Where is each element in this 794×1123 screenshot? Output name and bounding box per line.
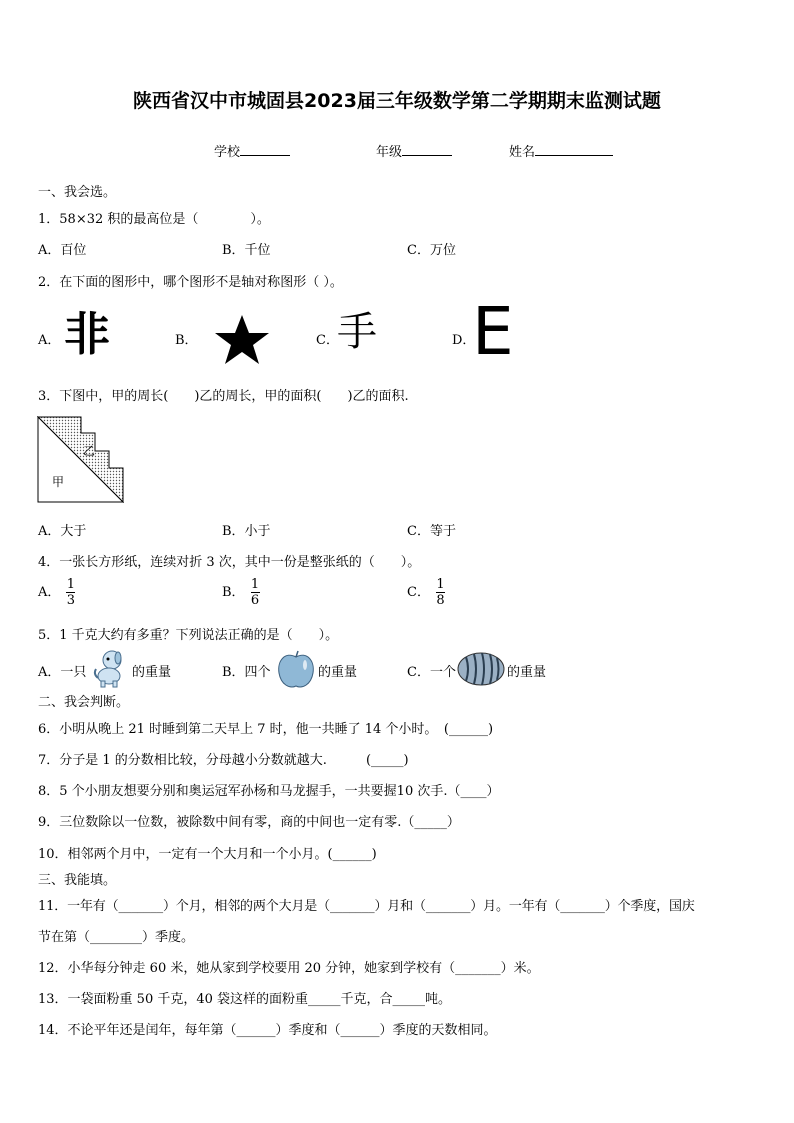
- q5-option-c-suffix: 的重量: [507, 665, 547, 680]
- fraction-one-third: [66, 577, 75, 608]
- q1-option-b[interactable]: B．千位: [222, 243, 271, 258]
- watermelon-icon: [456, 651, 506, 687]
- q3-option-c[interactable]: C．等于: [407, 524, 456, 539]
- q3-option-b[interactable]: B．小于: [222, 524, 271, 539]
- q4-option-c[interactable]: [407, 577, 445, 608]
- numerator: 1: [436, 577, 445, 592]
- denominator: 6: [250, 593, 260, 608]
- question-8: 8．5 个小朋友想要分别和奥运冠军孙杨和马龙握手，一共要握10 次手.（____）: [38, 784, 500, 799]
- school-label: 学校: [214, 145, 241, 160]
- numerator: 1: [66, 577, 76, 592]
- apple-icon: [275, 649, 317, 691]
- question-6: 6．小明从晚上 21 时睡到第二天早上 7 时，他一共睡了 14 个小时。 (______): [38, 722, 494, 737]
- question-1: 1．58×32 积的最高位是（ ）。: [38, 212, 270, 227]
- school-blank[interactable]: [240, 143, 290, 156]
- letter-e-figure: E: [472, 293, 514, 370]
- label-yi: 乙: [83, 444, 96, 458]
- q4-option-c-label: C．: [407, 585, 430, 600]
- question-2: 2．在下面的图形中，哪个图形不是轴对称图形（ ）。: [38, 275, 343, 290]
- q5-option-a-suffix: 的重量: [132, 665, 172, 680]
- q4-option-a-label: A．: [38, 585, 61, 600]
- name-field: [509, 141, 613, 160]
- shou-character-figure: 手: [337, 309, 377, 355]
- page-title: 陕西省汉中市城固县2023届三年级数学第二学期期末监测试题: [133, 90, 661, 112]
- q1-option-c[interactable]: C．万位: [407, 243, 456, 258]
- question-3: 3．下图中，甲的周长( )乙的周长，甲的面积( )乙的面积.: [38, 389, 409, 404]
- question-5: 5．1 千克大约有多重？下列说法正确的是（ ）。: [38, 628, 339, 643]
- question-4: 4．一张长方形纸，连续对折 3 次，其中一份是整张纸的（ ）。: [38, 555, 421, 570]
- question-9: 9．三位数除以一位数，被除数中间有零，商的中间也一定有零.（_____）: [38, 815, 460, 830]
- section-heading-1: 一、我会选。: [38, 185, 117, 200]
- fei-character-figure: 非: [64, 307, 110, 361]
- q5-option-b-prefix[interactable]: B．四个: [222, 665, 271, 680]
- question-14: 14．不论平年还是闰年，每年第（______）季度和（______）季度的天数相同。: [38, 1023, 497, 1038]
- question-11-line-2: 节在第（________）季度。: [38, 930, 195, 945]
- question-7: 7．分子是 1 的分数相比较，分母越小分数就越大. (_____): [38, 753, 409, 768]
- star-icon: [212, 314, 272, 366]
- grade-blank[interactable]: [402, 143, 452, 156]
- jia-yi-figure: [37, 416, 124, 503]
- q4-option-a[interactable]: [38, 577, 75, 608]
- q3-option-a[interactable]: A．大于: [38, 524, 87, 539]
- numerator: 1: [250, 577, 260, 592]
- label-jia: 甲: [52, 475, 65, 489]
- puppy-icon: [92, 648, 128, 688]
- denominator: 3: [66, 593, 76, 608]
- q2-option-d[interactable]: D．: [452, 333, 476, 348]
- q2-option-c[interactable]: C．: [316, 333, 339, 348]
- fraction-one-sixth: [251, 577, 260, 608]
- question-13: 13．一袋面粉重 50 千克，40 袋这样的面粉重_____千克，合_____吨。: [38, 992, 452, 1007]
- question-11-line-1: 11．一年有（_______）个月，相邻的两个大月是（_______）月和（_______）月。一年有（_______）个季度，国庆: [38, 899, 695, 914]
- question-12: 12．小华每分钟走 60 米，她从家到学校要用 20 分钟，她家到学校有（_______）米。: [38, 961, 540, 976]
- q5-option-a-prefix[interactable]: A．一只: [38, 665, 87, 680]
- denominator: 8: [436, 593, 445, 608]
- grade-label: 年级: [376, 145, 403, 160]
- q5-option-b-suffix: 的重量: [318, 665, 358, 680]
- name-label: 姓名: [509, 145, 536, 160]
- section-heading-2: 二、我会判断。: [38, 695, 130, 710]
- section-heading-3: 三、我能填。: [38, 873, 117, 888]
- q5-option-c-prefix[interactable]: C．一个: [407, 665, 456, 680]
- q4-option-b[interactable]: [222, 577, 260, 608]
- question-10: 10．相邻两个月中，一定有一个大月和一个小月。(______): [38, 847, 377, 862]
- name-blank[interactable]: [535, 143, 613, 156]
- grade-field: [376, 141, 452, 160]
- q2-option-a[interactable]: A．: [38, 333, 61, 348]
- q4-option-b-label: B．: [222, 585, 245, 600]
- q1-option-a[interactable]: A．百位: [38, 243, 87, 258]
- q2-option-b[interactable]: B．: [175, 333, 198, 348]
- school-field: [214, 141, 290, 160]
- fraction-one-eighth: [436, 577, 445, 608]
